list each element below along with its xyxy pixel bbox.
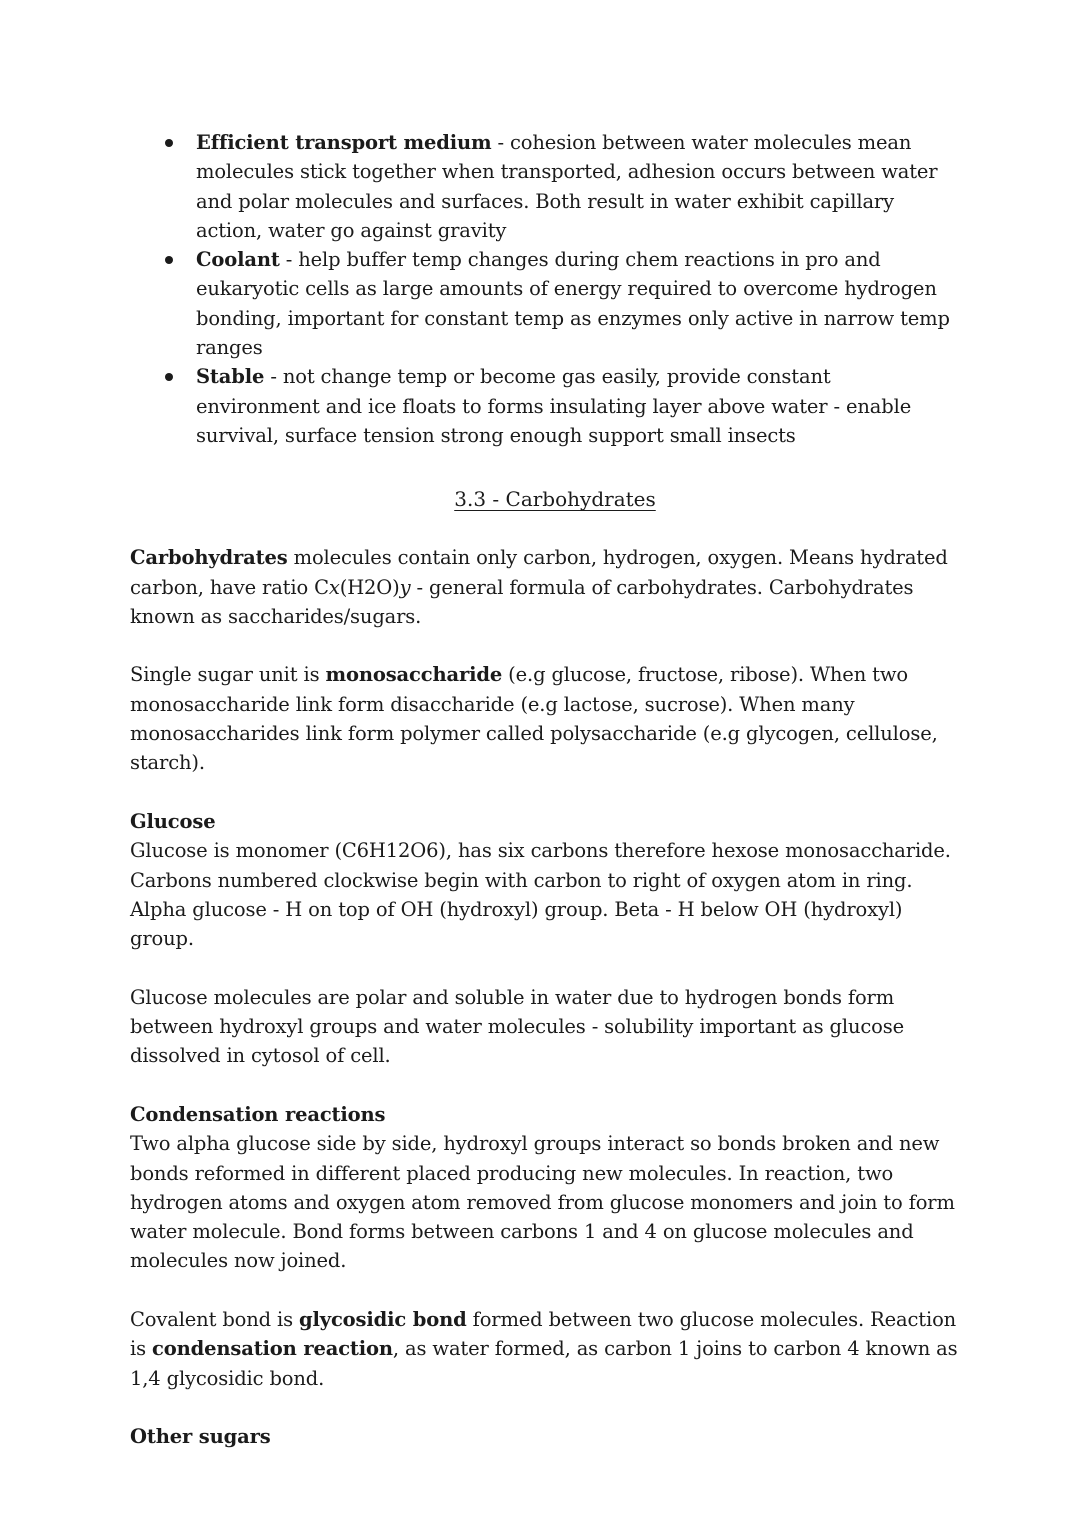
formula-y: y [399,575,411,599]
bullet-icon [165,139,173,147]
bullet-icon [165,373,173,381]
condensation-text: formed between two glucose molecules. Reaction is [130,1307,957,1361]
saccharides-text: Single sugar unit is [130,663,326,687]
formula-x: x [328,575,340,599]
glucose-paragraph-2: Glucose molecules are polar and soluble in water due to hydrogen bonds form between hydroxyl groups and water molecules - solubility important as glucose dissolved in cytosol of cell. [130,985,904,1068]
water-properties-list [130,128,960,450]
condensation-paragraph-1: Two alpha glucose side by side, hydroxyl groups interact so bonds broken and new bonds reformed in different placed producing new molecules. In reaction, two hydrogen atoms and oxygen atom removed from glucose monomers and join to form water molecule. Bond forms between carbons 1 and 4 on glucose molecules and molecules now joined. [130,1132,955,1273]
condensation-reaction-term: condensation reaction [152,1337,393,1361]
intro-text-end: - general formula of carbohydrates. Carbohydrates known as saccharides/sugars. [130,575,914,628]
list-item [196,128,960,245]
condensation-text-end: , as water formed, as carbon 1 joins to carbon 4 known as 1,4 glycosidic bond. [130,1337,958,1390]
glycosidic-bond-term: glycosidic bond [299,1307,467,1331]
glucose-paragraph-1: Glucose is monomer (C6H12O6), has six carbons therefore hexose monosaccharide. Carbons numbered clockwise begin with carbon to right of oxygen atom in ring. Alpha glucose - H on top of OH (hydroxyl) group. Beta - H below OH (hydroxyl) group. [130,839,951,951]
bullet-text: - help buffer temp changes during chem reactions in pro and eukaryotic cells as large amounts of energy required to overcome hydrogen bonding, important for constant temp as enzymes only active in narrow temp ranges [196,248,950,360]
list-item [196,362,960,450]
other-sugars-heading: Other sugars [130,1425,271,1449]
intro-term: Carbohydrates [130,546,288,570]
intro-text: molecules contain only carbon, hydrogen, oxygen. Means hydrated carbon, have ratio C [130,546,948,599]
condensation-text: Covalent bond is [130,1307,300,1331]
formula-h2o: (H2O) [339,575,400,599]
intro-paragraph [130,543,960,631]
bullet-text: - cohesion between water molecules mean molecules stick together when transported, adhesion occurs between water and polar molecules and surfaces. Both result in water exhibit capillary action, water go against gravity [196,131,938,242]
section-heading: 3.3 - Carbohydrates [454,487,656,512]
bullet-term: Coolant [196,248,280,272]
bullet-text: - not change temp or become gas easily, provide constant environment and ice floats to forms insulating layer above water - enable survival, surface tension strong enough support small insects [196,365,912,447]
bullet-term: Efficient transport medium [196,131,492,154]
list-item [196,245,960,362]
bullet-icon [165,256,173,264]
saccharides-term: monosaccharide [325,663,503,687]
document-page [130,128,960,1451]
bullet-term: Stable [196,365,265,389]
condensation-paragraph-2 [130,1305,960,1393]
condensation-heading: Condensation reactions [130,1102,386,1126]
saccharides-paragraph [130,660,960,777]
saccharides-text-end: (e.g glucose, fructose, ribose). When two monosaccharide link form disaccharide (e.g lactose, sucrose). When many monosaccharides link form polymer called polysaccharide (e.g glycogen, cellulose, starch). [130,663,938,775]
glucose-heading: Glucose [130,809,216,833]
